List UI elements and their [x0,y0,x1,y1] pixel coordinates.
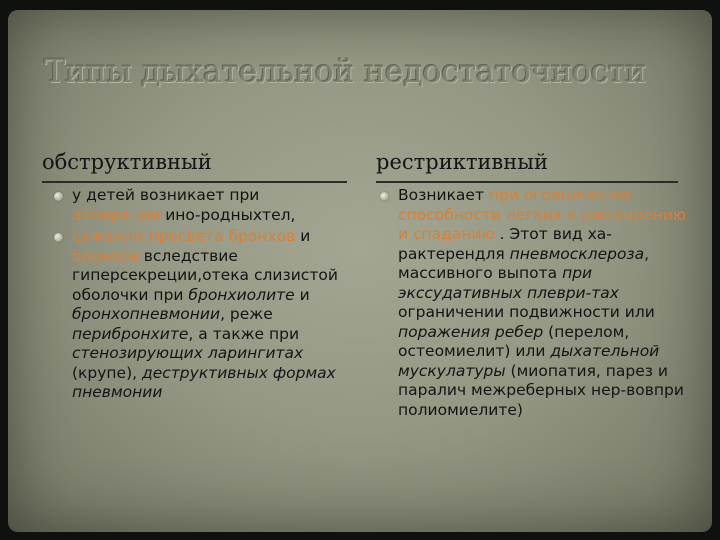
text-segment: вследствие гиперсекреции,отека слизистой оболочки при [72,246,338,304]
text-segment: Возникает [398,186,489,204]
list-item [378,186,690,420]
text-segment: стенозирующих ларингитах [72,344,304,362]
obstructive-column [52,186,352,405]
text-segment: при экссудативных плеври-тах [398,264,619,302]
text-segment: ино-родныхтел, [160,205,296,224]
text-segment: , массивного выпота [398,244,650,282]
text-segment: пневмосклероза [509,244,645,263]
text-segment: у детей возникает при [72,186,260,204]
bullet-icon [54,192,63,201]
text-segment: (крупе), [72,363,142,382]
list-item [52,186,352,225]
text-segment: , а также при [188,324,300,343]
bullet-icon [380,192,389,201]
text-segment: при ограничении способности легких к расширению и спаданию [398,186,687,243]
text-segment: дыхательной мускулатуры [398,342,660,380]
heading-underline [42,181,347,183]
heading-underline [376,181,678,183]
column-heading-restrictive: рестриктивный [376,150,548,174]
text-segment: поражения ребер [398,322,544,341]
text-segment: бронхопневмонии [72,305,221,323]
text-segment: , реже [220,305,273,323]
text-segment: ограничении подвижности или [398,303,655,321]
text-segment: бронхиолите [188,285,295,304]
bullet-icon [54,233,63,242]
list-item [52,227,352,403]
slide-title: Типы дыхательной недостаточности [44,52,647,90]
restrictive-column [378,186,690,422]
text-segment: и [294,285,310,304]
text-segment: сужении просвета бронхов [72,227,296,245]
slide [8,10,712,532]
column-heading-obstructive: обструктивный [42,150,212,174]
text-segment: . Этот вид ха-рактерендля [398,225,612,263]
text-segment: и [295,227,311,245]
text-segment: (перелом, остеомиелит) или [398,322,630,360]
text-segment: перибронхите [72,324,189,343]
text-segment: деструктивных формах пневмонии [72,363,336,401]
text-segment: аспирации [72,205,161,224]
text-segment: (миопатия, парез и паралич межреберных нер-вовпри полиомиелите) [398,361,684,419]
text-segment: бронхов [72,246,139,265]
